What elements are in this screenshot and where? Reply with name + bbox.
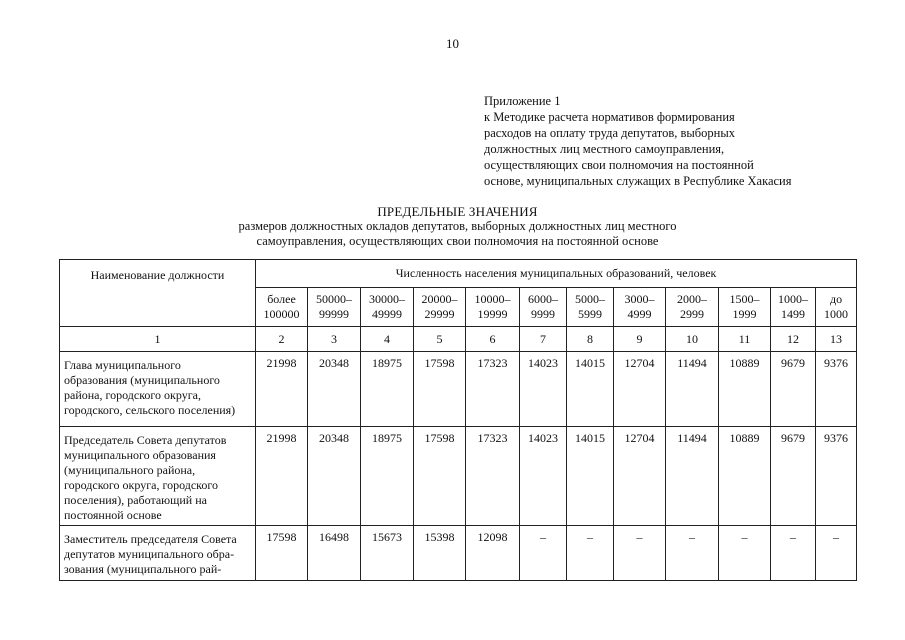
column-number: 10 [666,327,719,352]
position-name-line: района, городского округа, [64,388,201,402]
position-name-cell [60,427,256,526]
range-part: 49999 [372,307,402,321]
column-number: 4 [361,327,414,352]
position-name-line: Глава муниципального [64,358,181,372]
range-part: 1499 [781,307,805,321]
salary-value-cell: 20348 [308,427,361,526]
range-part: 2999 [680,307,704,321]
range-part: 9999 [531,307,555,321]
table-row [60,526,857,581]
population-range-header [771,288,816,327]
title-sub-line: самоуправления, осуществляющих свои полномочия на постоянной основе [256,234,659,248]
range-part: 2000– [677,292,707,306]
position-name-line: городского, сельского поселения) [64,403,236,417]
title-main: ПРЕДЕЛЬНЫЕ ЗНАЧЕНИЯ [377,204,538,219]
table-row [60,427,857,526]
column-number: 7 [520,327,567,352]
range-part: 5999 [578,307,602,321]
population-range-header [567,288,614,327]
position-name-line: зования (муниципального рай- [64,562,222,576]
salary-value-cell: 14015 [567,427,614,526]
header-population: Численность населения муниципальных образований, человек [256,260,857,288]
page-number: 10 [446,36,459,51]
salary-value-cell: 18975 [361,427,414,526]
range-part: 1500– [729,292,760,306]
salary-value-cell: 17323 [466,427,520,526]
range-part: 4999 [627,307,652,321]
population-range-header [414,288,466,327]
range-part: до [829,292,843,306]
salary-value-cell: 14015 [567,352,614,427]
range-part: 3000– [624,292,655,306]
salary-value-cell: 9679 [771,352,816,427]
range-part: 1000 [824,307,849,321]
position-name-line: образования (муниципального [64,373,220,387]
appendix-line: должностных лиц местного самоуправления, [484,142,725,156]
salary-value-cell: 21998 [256,352,308,427]
salary-value-cell: 10889 [719,352,771,427]
appendix-line: основе, муниципальных служащих в Республике Хакасия [484,174,792,188]
document-title [60,204,855,249]
column-number: 6 [466,327,520,352]
range-part: 5000– [575,292,605,306]
appendix-note [484,93,884,189]
salary-value-cell: 10889 [719,427,771,526]
salary-value-cell: 20348 [308,352,361,427]
population-range-header [816,288,857,327]
appendix-line: осуществляющих свои полномочия на постоянной [484,158,754,172]
population-range-header [719,288,771,327]
salary-value-cell: 14023 [520,427,567,526]
salary-value-cell: 21998 [256,427,308,526]
position-name-line: муниципального образования [64,448,216,462]
column-number: 9 [614,327,666,352]
salary-value-cell: 12098 [466,526,520,581]
salary-value-cell: – [719,526,771,581]
salary-value-cell: 17598 [414,427,466,526]
title-sub-line: размеров должностных окладов депутатов, выборных должностных лиц местного [238,219,677,233]
salary-value-cell: – [816,526,857,581]
salary-value-cell: 12704 [614,352,666,427]
range-part: более [267,292,296,306]
range-part: 6000– [528,292,558,306]
column-number: 12 [771,327,816,352]
range-part: 1000– [778,292,808,306]
population-range-header [256,288,308,327]
appendix-line: к Методике расчета нормативов формирования [484,110,735,124]
range-part: 19999 [477,307,508,321]
salary-value-cell: 9376 [816,352,857,427]
appendix-line: Приложение 1 [484,94,561,108]
salary-value-cell: – [614,526,666,581]
column-number: 2 [256,327,308,352]
range-part: 30000– [369,292,405,306]
range-part: 100000 [263,307,300,321]
population-range-header [666,288,719,327]
position-name-line: постоянной основе [64,508,162,522]
column-number: 8 [567,327,614,352]
salary-value-cell: 18975 [361,352,414,427]
salary-value-cell: – [771,526,816,581]
population-range-header [614,288,666,327]
population-range-header [308,288,361,327]
salary-value-cell: 14023 [520,352,567,427]
population-range-header [466,288,520,327]
salary-value-cell: – [567,526,614,581]
salary-value-cell: 16498 [308,526,361,581]
column-number: 13 [816,327,857,352]
column-number: 1 [60,327,256,352]
position-name-line: городского округа, городского [64,478,219,492]
column-number: 5 [414,327,466,352]
range-part: 20000– [421,292,458,306]
salary-value-cell: 15673 [361,526,414,581]
salary-value-cell: 11494 [666,352,719,427]
salary-value-cell: – [520,526,567,581]
population-range-header [520,288,567,327]
position-name-line: (муниципального района, [64,463,196,477]
range-part: 50000– [316,292,352,306]
position-name-cell [60,352,256,427]
salary-value-cell: 17323 [466,352,520,427]
salary-value-cell: 15398 [414,526,466,581]
population-range-header [361,288,414,327]
position-name-line: Председатель Совета депутатов [64,433,227,447]
salary-table [59,259,857,581]
appendix-line: расходов на оплату труда депутатов, выборных [484,126,736,140]
salary-value-cell: – [666,526,719,581]
salary-value-cell: 17598 [256,526,308,581]
range-part: 29999 [424,307,455,321]
salary-value-cell: 11494 [666,427,719,526]
column-number: 11 [719,327,771,352]
position-name-line: депутатов муниципального обра- [64,547,235,561]
salary-value-cell: 9376 [816,427,857,526]
position-name-cell [60,526,256,581]
range-part: 10000– [474,292,511,306]
position-name-line: поселения), работающий на [64,493,207,507]
column-number-row [60,327,857,352]
range-part: 1999 [732,307,757,321]
header-position-name: Наименование должности [60,260,256,327]
range-part: 99999 [319,307,349,321]
header-row [60,260,857,288]
salary-value-cell: 12704 [614,427,666,526]
position-name-line: Заместитель председателя Совета [64,532,237,546]
salary-value-cell: 17598 [414,352,466,427]
table-row [60,352,857,427]
salary-value-cell: 9679 [771,427,816,526]
column-number: 3 [308,327,361,352]
